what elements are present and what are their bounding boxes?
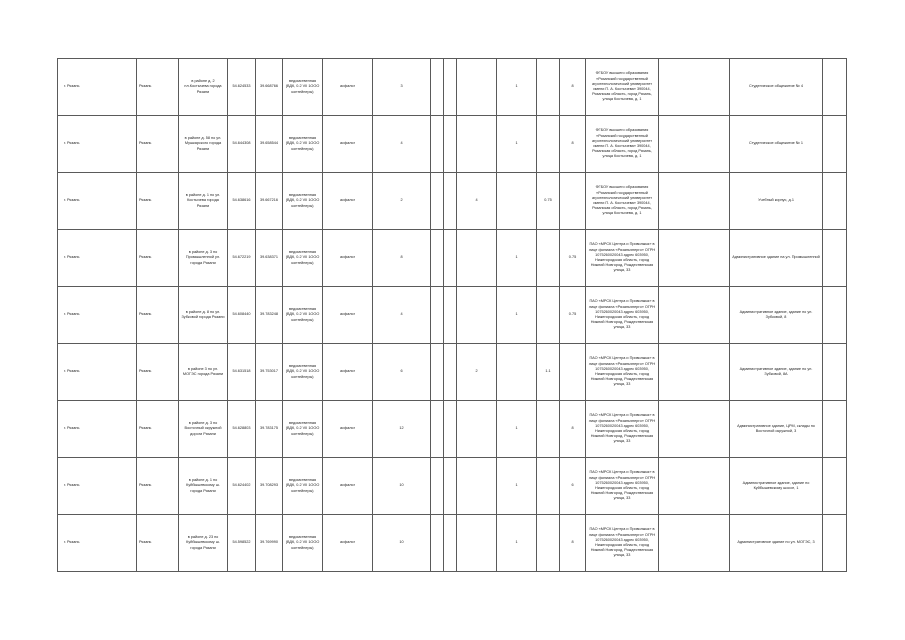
address-cell: в районе д. 23 по Куйбышевскому ш. города Рязани [179, 515, 228, 572]
surface-cell: асфальт [323, 116, 373, 173]
site-type-cell: ведомственная (ВДК, 0.2 VII 1ООО контейнеры) [283, 401, 323, 458]
site-type-cell: ведомственная (ВДК, 0.2 VII 1ООО контейнеры) [283, 344, 323, 401]
container-count-cell: 1 [497, 116, 537, 173]
area-cell: 6 [373, 344, 431, 401]
latitude-cell: 54.628803 [228, 401, 256, 458]
surface-cell: асфальт [323, 287, 373, 344]
empty-cell [659, 59, 730, 116]
locality-cell: г. Рязань [58, 515, 137, 572]
area-cell: 4 [373, 116, 431, 173]
empty-cell [444, 458, 457, 515]
surface-cell: асфальт [323, 344, 373, 401]
settlement-cell: Рязань [137, 116, 179, 173]
empty-cell [444, 287, 457, 344]
table-row [58, 287, 847, 344]
area-cell: 10 [373, 515, 431, 572]
table-row [58, 116, 847, 173]
empty-cell [431, 173, 444, 230]
waste-source-cell: Административное здание, здание по ул. Зубковой, 8А [730, 344, 823, 401]
empty-cell [659, 401, 730, 458]
site-type-cell: ведомственная (ВДК, 0.2 VII 1ООО контейнеры) [283, 230, 323, 287]
address-cell: в районе д. 3 по Восточный окружной дороги Рязани [179, 401, 228, 458]
volume-cell [537, 59, 560, 116]
volume-cell [537, 287, 560, 344]
longitude-cell: 39.783175 [256, 401, 283, 458]
area-cell: 3 [373, 59, 431, 116]
table-row [58, 458, 847, 515]
area-cell: 4 [373, 287, 431, 344]
empty-cell [431, 401, 444, 458]
latitude-cell: 54.598522 [228, 515, 256, 572]
owner-cell: ПАО «МРСК Центра и Приволжья» в лице филиала «Рязаньэнерго» ОГРН 1075260020043 адрес 603950, Нижегородская область, город Нижний Новгород, Рождественская улица, 33 [586, 458, 659, 515]
bin-count-cell [457, 230, 497, 287]
locality-cell: г. Рязань [58, 173, 137, 230]
settlement-cell: Рязань [137, 287, 179, 344]
longitude-cell: 39.753017 [256, 344, 283, 401]
site-type-cell: ведомственная (ВДК, 0.2 VII 1ООО контейнеры) [283, 116, 323, 173]
empty-cell [823, 59, 847, 116]
waste-source-cell: Студенческое общежитие № 1 [730, 116, 823, 173]
empty-cell [431, 458, 444, 515]
longitude-cell: 39.769990 [256, 515, 283, 572]
owner-cell: ФГБОУ высшего образования «Рязанский государственный агротехнологический университет имени П. А. Костычева» 390044, Рязанская область, город Рязань, улица Костычева, д. 1 [586, 116, 659, 173]
volume-cell [537, 515, 560, 572]
empty-cell [431, 59, 444, 116]
empty-cell [444, 401, 457, 458]
locality-cell: г. Рязань [58, 458, 137, 515]
volume-cell: 0.75 [537, 173, 560, 230]
table-body [58, 59, 847, 572]
site-type-cell: ведомственная (ВДК, 0.2 VII 1ООО контейнеры) [283, 458, 323, 515]
area-cell: 12 [373, 401, 431, 458]
owner-cell: ПАО «МРСК Центра и Приволжья» в лице филиала «Рязаньэнерго» ОГРН 1075260020043 адрес 603950, Нижегородская область, город Нижний Новгород, Рождественская улица, 33 [586, 287, 659, 344]
longitude-cell: 39.668766 [256, 59, 283, 116]
table-row [58, 401, 847, 458]
settlement-cell: Рязань [137, 344, 179, 401]
settlement-cell: Рязань [137, 59, 179, 116]
volume-cell [537, 401, 560, 458]
area-cell: 10 [373, 458, 431, 515]
empty-cell [823, 458, 847, 515]
table-row [58, 515, 847, 572]
address-cell: в районе д. 3 по Промышленной ул. города Рязани [179, 230, 228, 287]
surface-cell: асфальт [323, 401, 373, 458]
bin-count-cell [457, 515, 497, 572]
empty-cell [659, 515, 730, 572]
document-page [57, 58, 847, 572]
waste-source-cell: Административное здание, здание по Куйбышевскому шоссе, 1 [730, 458, 823, 515]
locality-cell: г. Рязань [58, 230, 137, 287]
latitude-cell: 54.608440 [228, 287, 256, 344]
empty-cell [823, 287, 847, 344]
volume-cell [537, 116, 560, 173]
capacity-cell: 8 [560, 59, 586, 116]
container-count-cell: 1 [497, 59, 537, 116]
waste-source-cell: Административное здание, ЦРМ, склады по Восточной окружной, 3 [730, 401, 823, 458]
empty-cell [659, 173, 730, 230]
container-count-cell: 1 [497, 287, 537, 344]
table-row [58, 230, 847, 287]
settlement-cell: Рязань [137, 173, 179, 230]
container-count-cell [497, 173, 537, 230]
longitude-cell: 39.667216 [256, 173, 283, 230]
owner-cell: ФГБОУ высшего образования «Рязанский государственный агротехнологический университет имени П. А. Костычева» 390044, Рязанская область, город Рязань, улица Костычева, д. 1 [586, 59, 659, 116]
surface-cell: асфальт [323, 59, 373, 116]
locality-cell: г. Рязань [58, 401, 137, 458]
capacity-cell [560, 344, 586, 401]
owner-cell: ФГБОУ высшего образования «Рязанский государственный агротехнологический университет имени П. А. Костычева» 390044, Рязанская область, город Рязань, улица Костычева, д. 1 [586, 173, 659, 230]
container-count-cell: 1 [497, 230, 537, 287]
settlement-cell: Рязань [137, 515, 179, 572]
empty-cell [659, 458, 730, 515]
capacity-cell: 8 [560, 116, 586, 173]
waste-source-cell: Студенческое общежитие № 4 [730, 59, 823, 116]
volume-cell: 1.1 [537, 344, 560, 401]
empty-cell [444, 173, 457, 230]
settlement-cell: Рязань [137, 230, 179, 287]
capacity-cell: 6 [560, 458, 586, 515]
container-count-cell: 1 [497, 515, 537, 572]
empty-cell [444, 59, 457, 116]
volume-cell [537, 458, 560, 515]
empty-cell [431, 344, 444, 401]
area-cell: 2 [373, 173, 431, 230]
address-cell: в районе д. 1 по Куйбышевскому ш. города Рязани [179, 458, 228, 515]
locality-cell: г. Рязань [58, 116, 137, 173]
site-type-cell: ведомственная (ВДК, 0.2 VII 1ООО контейнеры) [283, 515, 323, 572]
empty-cell [823, 401, 847, 458]
site-type-cell: ведомственная (ВДК, 0.2 VII 1ООО контейнеры) [283, 173, 323, 230]
longitude-cell: 39.658544 [256, 116, 283, 173]
empty-cell [823, 515, 847, 572]
empty-cell [823, 344, 847, 401]
empty-cell [659, 344, 730, 401]
container-count-cell [497, 344, 537, 401]
surface-cell: асфальт [323, 173, 373, 230]
empty-cell [444, 344, 457, 401]
capacity-cell: 0.75 [560, 230, 586, 287]
bin-count-cell [457, 59, 497, 116]
container-count-cell: 1 [497, 401, 537, 458]
longitude-cell: 39.783248 [256, 287, 283, 344]
empty-cell [444, 230, 457, 287]
empty-cell [431, 287, 444, 344]
table-row [58, 173, 847, 230]
latitude-cell: 54.644308 [228, 116, 256, 173]
latitude-cell: 54.672219 [228, 230, 256, 287]
longitude-cell: 39.638371 [256, 230, 283, 287]
owner-cell: ПАО «МРСК Центра и Приволжья» в лице филиала «Рязаньэнерго» ОГРН 1075260020043 адрес 603950, Нижегородская область, город Нижний Новгород, Рождественская улица, 33 [586, 230, 659, 287]
capacity-cell [560, 173, 586, 230]
waste-source-cell: Административное здание на ул. Промышленной [730, 230, 823, 287]
surface-cell: асфальт [323, 458, 373, 515]
empty-cell [823, 173, 847, 230]
bin-count-cell: 2 [457, 344, 497, 401]
bin-count-cell [457, 287, 497, 344]
bin-count-cell [457, 116, 497, 173]
table-row [58, 344, 847, 401]
waste-source-cell: Административное здание по ул. МОГЭС, 3 [730, 515, 823, 572]
empty-cell [823, 116, 847, 173]
settlement-cell: Рязань [137, 458, 179, 515]
empty-cell [431, 116, 444, 173]
capacity-cell: 8 [560, 401, 586, 458]
address-cell: в районе 3 по ул. МОГЭС города Рязани [179, 344, 228, 401]
address-cell: в районе д. 1 по ул. Костычева города Рязани [179, 173, 228, 230]
table-row [58, 59, 847, 116]
volume-cell [537, 230, 560, 287]
empty-cell [659, 230, 730, 287]
locality-cell: г. Рязань [58, 287, 137, 344]
capacity-cell: 8 [560, 515, 586, 572]
bin-count-cell [457, 458, 497, 515]
owner-cell: ПАО «МРСК Центра и Приволжья» в лице филиала «Рязаньэнерго» ОГРН 1075260020043 адрес 603950, Нижегородская область, город Нижний Новгород, Рождественская улица, 33 [586, 344, 659, 401]
bin-count-cell [457, 401, 497, 458]
container-sites-table [57, 58, 847, 572]
address-cell: в районе д. 58 по ул. Мушкарского города Рязани [179, 116, 228, 173]
waste-source-cell: Административное здание, здание по ул. Зубковой, 8 [730, 287, 823, 344]
owner-cell: ПАО «МРСК Центра и Приволжья» в лице филиала «Рязаньэнерго» ОГРН 1075260020043 адрес 603950, Нижегородская область, город Нижний Новгород, Рождественская улица, 33 [586, 515, 659, 572]
surface-cell: асфальт [323, 230, 373, 287]
waste-source-cell: Учебный корпус, д.1 [730, 173, 823, 230]
empty-cell [444, 116, 457, 173]
address-cell: в районе д. 2 пл.Костычева города Рязани [179, 59, 228, 116]
latitude-cell: 54.638616 [228, 173, 256, 230]
capacity-cell: 0.75 [560, 287, 586, 344]
empty-cell [659, 116, 730, 173]
empty-cell [444, 515, 457, 572]
container-count-cell: 1 [497, 458, 537, 515]
latitude-cell: 54.631518 [228, 344, 256, 401]
bin-count-cell: 4 [457, 173, 497, 230]
empty-cell [823, 230, 847, 287]
area-cell: 8 [373, 230, 431, 287]
owner-cell: ПАО «МРСК Центра и Приволжья» в лице филиала «Рязаньэнерго» ОГРН 1075260020043 адрес 603950, Нижегородская область, город Нижний Новгород, Рождественская улица, 33 [586, 401, 659, 458]
empty-cell [431, 230, 444, 287]
locality-cell: г. Рязань [58, 344, 137, 401]
longitude-cell: 39.708293 [256, 458, 283, 515]
latitude-cell: 54.624402 [228, 458, 256, 515]
surface-cell: асфальт [323, 515, 373, 572]
empty-cell [659, 287, 730, 344]
empty-cell [431, 515, 444, 572]
settlement-cell: Рязань [137, 401, 179, 458]
locality-cell: г. Рязань [58, 59, 137, 116]
latitude-cell: 54.624533 [228, 59, 256, 116]
site-type-cell: ведомственная (ВДК, 0.2 VII 1ООО контейнеры) [283, 287, 323, 344]
address-cell: в районе д. 8 по ул. Зубковой города Рязани [179, 287, 228, 344]
site-type-cell: ведомственная (ВДК, 0.2 VII 1ООО контейнеры) [283, 59, 323, 116]
